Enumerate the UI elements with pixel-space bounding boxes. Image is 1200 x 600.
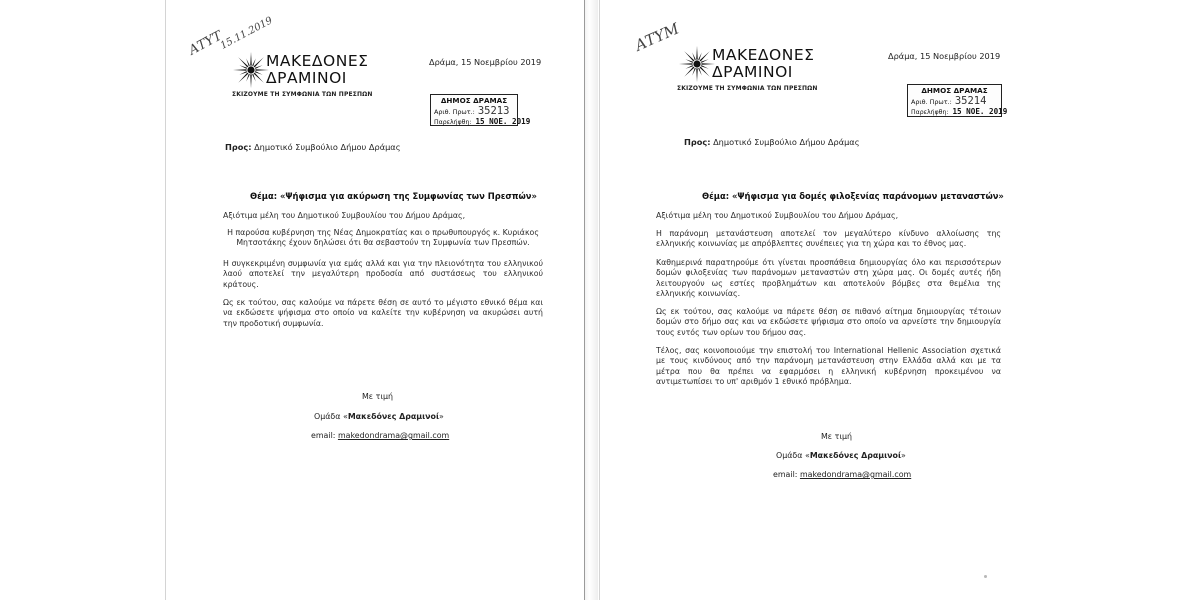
- handwritten-mark: ΑΤΥΜ: [632, 19, 682, 55]
- sun-core: [693, 60, 700, 67]
- salutation: Αξιότιμα μέλη του Δημοτικού Συμβουλίου του Δήμου Δράμας,: [223, 211, 466, 220]
- brand-name: [266, 53, 368, 87]
- protocol-stamp: [430, 94, 531, 126]
- letter-subject: Θέμα: «Ψήφισμα για ακύρωση της Συμφωνίας των Πρεσπών»: [250, 191, 537, 201]
- sun-ray: [238, 73, 248, 83]
- stamp-received-date: 15 ΝΟΕ. 2019: [475, 117, 531, 126]
- body-paragraph: Καθημερινά παρατηρούμε ότι γίνεται προσπάθεια δημιουργίας όλο και περισσότερων δομών φιλοξενίας των παράνομων μεταναστών στη χώρα μας. Οι δομές αυτές ήδη λειτουργούν ως εστίες προβλημάτων και αποτελούν βόμβες στα θεμέλια της ελληνικής κοινωνίας.: [656, 258, 1001, 299]
- body-paragraph: Η παράνομη μετανάστευση αποτελεί τον μεγαλύτερο κίνδυνο αλλοίωσης της ελληνικής κοινωνίας με απρόβλεπτες συνέπειες για τη χώρα και το έθνος μας.: [656, 229, 1001, 249]
- scan-gutter: [584, 0, 598, 600]
- brand-name-line2: ΔΡΑΜΙΝΟΙ: [266, 69, 347, 87]
- signature-name: Μακεδόνες Δραμινοί: [347, 412, 440, 421]
- body-paragraph: Ως εκ τούτου, σας καλούμε να πάρετε θέση σε αυτό το μέγιστο εθνικό θέμα και να εκδώσετε ψήφισμα στο οποίο να καλείτε την κυβέρνηση να ακυρώσει αυτή την προδοτική συμφωνία.: [223, 298, 543, 328]
- recipient-label: Προς:: [225, 142, 252, 152]
- email-label: email:: [773, 470, 798, 479]
- signature: [776, 451, 906, 460]
- sun-core: [247, 66, 254, 73]
- sun-ray: [700, 51, 710, 61]
- sun-ray: [233, 69, 247, 71]
- sun-ray: [254, 57, 264, 67]
- handwritten-mark: ΑΤΥΤ: [186, 28, 225, 59]
- stamp-title: ΔΗΜΟΣ ΔΡΑΜΑΣ: [440, 96, 508, 105]
- logo-vergina-sun-icon: [231, 50, 271, 90]
- stamp-received-label: Παρελήφθη:: [434, 119, 472, 126]
- email-label: email:: [311, 431, 336, 440]
- signature-suffix: »: [901, 451, 906, 460]
- logo-vergina-sun-icon: [677, 44, 717, 84]
- brand-tagline: ΣΚΙΖΟΥΜΕ ΤΗ ΣΥΜΦΩΝΙΑ ΤΩΝ ΠΡΕΣΠΩΝ: [677, 85, 818, 92]
- signature-name: Μακεδόνες Δραμινοί: [809, 451, 902, 460]
- brand-name-line1: ΜΑΚΕΔΟΝΕΣ: [266, 52, 369, 70]
- closing: Με τιμή: [821, 432, 853, 441]
- sun-ray: [696, 46, 698, 60]
- email-link[interactable]: makedondrama@gmail.com: [337, 431, 450, 440]
- body-paragraph: Η συγκεκριμένη συμφωνία για εμάς αλλά και για την πλειονότητα του ελληνικού λαού αποτελεί την μεγαλύτερη προδοσία από συστάσεως του ελληνικού κράτους.: [223, 259, 543, 289]
- stamp-protocol-number: 35214: [954, 95, 987, 107]
- sun-ray: [250, 52, 252, 66]
- signature: [314, 412, 444, 421]
- email-link[interactable]: makedondrama@gmail.com: [799, 470, 912, 479]
- sun-ray: [700, 67, 710, 77]
- recipient-label: Προς:: [684, 137, 711, 147]
- sun-ray: [254, 73, 264, 83]
- sun-ray: [684, 51, 694, 61]
- protocol-stamp: [907, 84, 1008, 117]
- stamp-protocol-number: 35213: [477, 105, 510, 117]
- stamp-title: ΔΗΜΟΣ ΔΡΑΜΑΣ: [921, 86, 988, 95]
- salutation: Αξιότιμα μέλη του Δημοτικού Συμβουλίου του Δήμου Δράμας,: [656, 211, 899, 220]
- email-line: [311, 431, 449, 440]
- brand-name: [712, 47, 814, 81]
- signature-prefix: Ομάδα «: [776, 451, 810, 460]
- document-page-left: [165, 0, 585, 600]
- stamp-received-date: 15 ΝΟΕ. 2019: [952, 107, 1008, 116]
- letter-date: Δράμα, 15 Νοεμβρίου 2019: [888, 51, 1001, 61]
- vergina-sun-icon: [231, 50, 271, 90]
- body-paragraph: Η παρούσα κυβέρνηση της Νέας Δημοκρατίας και ο πρωθυπουργός κ. Κυριάκος Μητσοτάκης έχουν δηλώσει ότι θα σεβαστούν τη Συμφωνία των Πρεσπών.: [227, 228, 539, 248]
- email-line: [773, 470, 911, 479]
- stamp-received-label: Παρελήφθη:: [911, 109, 949, 116]
- body-paragraph: Ως εκ τούτου, σας καλούμε να πάρετε θέση σε πιθανό αίτημα δημιουργίας τέτοιων δομών στο δήμο σας και να εκδώσετε ψήφισμα στο οποίο να αρνείστε την δημιουργία τους εντός των ορίων του δήμου σας.: [656, 307, 1001, 337]
- recipient-line: [684, 137, 860, 147]
- letter-date: Δράμα, 15 Νοεμβρίου 2019: [429, 57, 542, 67]
- stamp-protocol-label: Αριθ. Πρωτ.:: [434, 108, 475, 116]
- recipient: Δημοτικό Συμβούλιο Δήμου Δράμας: [254, 142, 401, 152]
- signature-suffix: »: [439, 412, 444, 421]
- body-paragraph: Τέλος, σας κοινοποιούμε την επιστολή του International Hellenic Association σχετικά με τους κινδύνους από την παράνομη μετανάστευση στην Ελλάδα αλλά και με τα μέτρα που θα πρέπει να εφαρμόσει η ελληνική κυβέρνηση προκειμένου να αντιμετωπίσει το υπ' αριθμόν 1 εθνικό πρόβλημα.: [656, 346, 1001, 387]
- recipient-line: [225, 142, 401, 152]
- brand-tagline: ΣΚΙΖΟΥΜΕ ΤΗ ΣΥΜΦΩΝΙΑ ΤΩΝ ΠΡΕΣΠΩΝ: [232, 91, 373, 98]
- stamp-protocol-label: Αριθ. Πρωτ.:: [911, 98, 952, 106]
- letter-subject: Θέμα: «Ψήφισμα για δομές φιλοξενίας παράνομων μεταναστών»: [702, 191, 1004, 201]
- handwritten-date: 15.11.2019: [218, 15, 275, 52]
- signature-prefix: Ομάδα «: [314, 412, 348, 421]
- document-page-right: [599, 0, 1030, 600]
- sun-ray: [679, 63, 693, 65]
- sun-ray: [684, 67, 694, 77]
- brand-name-line2: ΔΡΑΜΙΝΟΙ: [712, 63, 793, 81]
- sun-ray: [250, 74, 252, 88]
- recipient: Δημοτικό Συμβούλιο Δήμου Δράμας: [713, 137, 860, 147]
- scan-speck: [984, 575, 987, 578]
- vergina-sun-icon: [677, 44, 717, 84]
- sun-ray: [696, 68, 698, 82]
- brand-name-line1: ΜΑΚΕΔΟΝΕΣ: [712, 46, 815, 64]
- closing: Με τιμή: [362, 392, 394, 401]
- sun-ray: [238, 57, 248, 67]
